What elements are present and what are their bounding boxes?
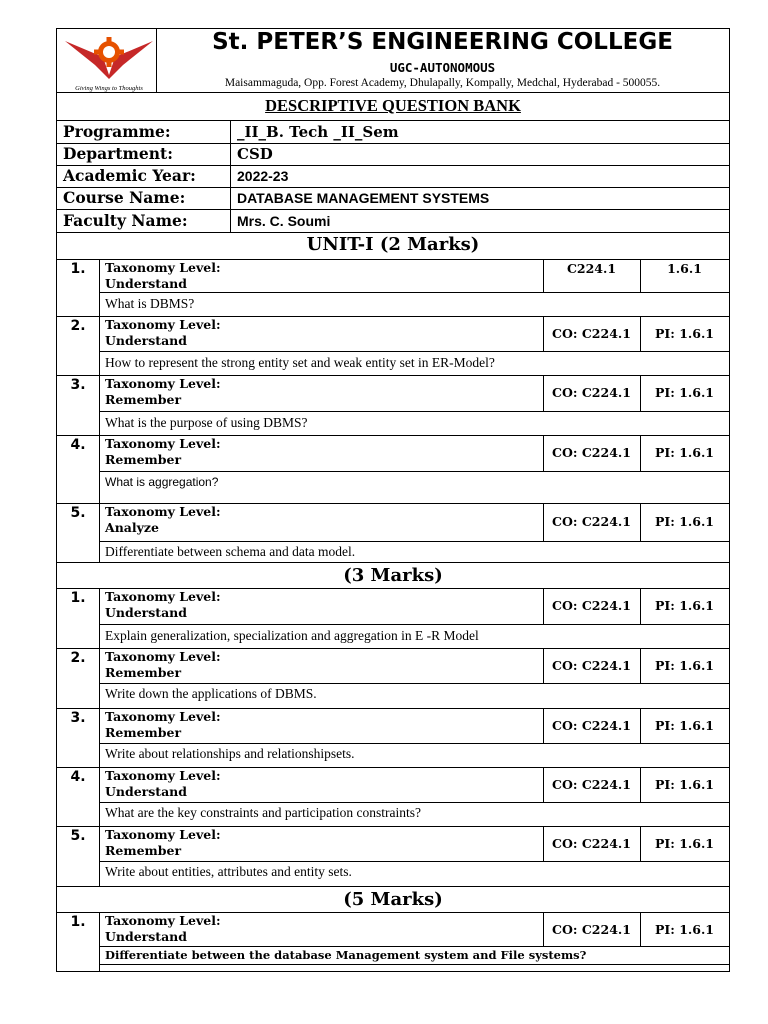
course-outcome: C224.1: [566, 261, 617, 276]
college-name: St. PETER’S ENGINEERING COLLEGE: [212, 29, 673, 55]
info-row-year: [57, 165, 729, 187]
info-row-course: [57, 187, 729, 209]
question-number: 1.: [70, 914, 86, 930]
taxonomy-level: Taxonomy Level: Remember: [105, 376, 221, 407]
performance-indicator: PI: 1.6.1: [654, 922, 714, 937]
course-label: Course Name:: [63, 188, 186, 207]
year-value: 2022-23: [237, 168, 289, 184]
course-outcome: CO: C224.1: [552, 385, 631, 400]
question-block: [57, 826, 729, 886]
course-outcome: CO: C224.1: [552, 922, 631, 937]
question-number: 3.: [70, 710, 86, 726]
course-outcome: CO: C224.1: [552, 777, 631, 792]
document-title: DESCRIPTIVE QUESTION BANK: [265, 96, 521, 115]
question-text: Write about relationships and relationshipsets.: [105, 746, 355, 761]
course-outcome: CO: C224.1: [552, 658, 631, 673]
question-text: What are the key constraints and participation constraints?: [105, 805, 422, 820]
question-block: [57, 316, 729, 375]
divider: [57, 562, 729, 563]
college-logo-icon: [63, 35, 155, 81]
question-block: [57, 259, 729, 316]
taxonomy-level: Taxonomy Level: Remember: [105, 436, 221, 467]
question-block: [57, 708, 729, 767]
course-outcome: CO: C224.1: [552, 514, 631, 529]
course-outcome: CO: C224.1: [552, 718, 631, 733]
question-number: 2.: [70, 318, 86, 334]
question-number: 4.: [70, 769, 86, 785]
info-row-department: [57, 143, 729, 165]
performance-indicator: 1.6.1: [667, 261, 702, 276]
college-address: Maisammaguda, Opp. Forest Academy, Dhulapally, Kompally, Medchal, Hyderabad - 500055.: [224, 77, 661, 89]
question-block: [57, 503, 729, 562]
performance-indicator: PI: 1.6.1: [654, 658, 714, 673]
question-text: Write down the applications of DBMS.: [105, 686, 317, 701]
question-number: 3.: [70, 377, 86, 393]
question-text: What is aggregation?: [105, 475, 219, 489]
performance-indicator: PI: 1.6.1: [654, 385, 714, 400]
taxonomy-level: Taxonomy Level: Remember: [105, 827, 221, 858]
performance-indicator: PI: 1.6.1: [654, 718, 714, 733]
question-number: 1.: [70, 590, 86, 606]
taxonomy-level: Taxonomy Level: Understand: [105, 260, 221, 291]
course-outcome: CO: C224.1: [552, 445, 631, 460]
question-text: Explain generalization, specialization and aggregation in E -R Model: [105, 628, 479, 643]
taxonomy-level: Taxonomy Level: Understand: [105, 317, 221, 348]
course-outcome: CO: C224.1: [552, 836, 631, 851]
performance-indicator: PI: 1.6.1: [654, 777, 714, 792]
taxonomy-level: Taxonomy Level: Remember: [105, 649, 221, 680]
question-bank-sheet: [56, 28, 730, 972]
section-title-3-marks: (3 Marks): [343, 565, 443, 586]
section-title-5-marks: (5 Marks): [343, 889, 443, 910]
question-block: [57, 588, 729, 648]
question-number: 4.: [70, 437, 86, 453]
divider: [57, 886, 729, 887]
question-number: 1.: [70, 261, 86, 277]
question-text: Differentiate between the database Management system and File systems?: [105, 948, 587, 962]
course-outcome: CO: C224.1: [552, 598, 631, 613]
question-block: [57, 767, 729, 826]
faculty-label: Faculty Name:: [63, 211, 188, 230]
performance-indicator: PI: 1.6.1: [654, 598, 714, 613]
question-block: [57, 435, 729, 503]
performance-indicator: PI: 1.6.1: [654, 836, 714, 851]
performance-indicator: PI: 1.6.1: [654, 326, 714, 341]
college-status: UGC-AUTONOMOUS: [389, 60, 496, 75]
question-text: How to represent the strong entity set and weak entity set in ER-Model?: [105, 355, 495, 370]
logo-tagline: Giving Wings to Thoughts: [75, 85, 143, 92]
department-label: Department:: [63, 144, 173, 163]
question-block: [57, 912, 729, 971]
performance-indicator: PI: 1.6.1: [654, 445, 714, 460]
course-value: DATABASE MANAGEMENT SYSTEMS: [237, 190, 490, 206]
question-text: What is the purpose of using DBMS?: [105, 415, 308, 430]
question-number: 5.: [70, 828, 86, 844]
question-number: 5.: [70, 505, 86, 521]
course-outcome: CO: C224.1: [552, 326, 631, 341]
taxonomy-level: Taxonomy Level: Remember: [105, 709, 221, 740]
performance-indicator: PI: 1.6.1: [654, 514, 714, 529]
faculty-value: Mrs. C. Soumi: [237, 213, 331, 229]
divider: [57, 232, 729, 233]
question-number: 2.: [70, 650, 86, 666]
taxonomy-level: Taxonomy Level: Understand: [105, 913, 221, 944]
programme-value: _II_B. Tech _II_Sem: [237, 123, 399, 141]
question-block: [57, 648, 729, 708]
info-row-faculty: [57, 210, 729, 232]
divider: [57, 92, 729, 93]
taxonomy-level: Taxonomy Level: Analyze: [105, 504, 221, 535]
question-text: Differentiate between schema and data model.: [105, 544, 356, 559]
section-title-unit-1-2-marks: UNIT-I (2 Marks): [306, 234, 480, 255]
department-value: CSD: [237, 145, 273, 163]
info-row-programme: [57, 121, 729, 143]
question-text: What is DBMS?: [105, 296, 195, 311]
programme-label: Programme:: [63, 122, 171, 141]
question-block: [57, 375, 729, 435]
question-text: Write about entities, attributes and entity sets.: [105, 864, 352, 879]
year-label: Academic Year:: [63, 166, 196, 185]
taxonomy-level: Taxonomy Level: Understand: [105, 589, 221, 620]
college-logo: [63, 35, 155, 91]
taxonomy-level: Taxonomy Level: Understand: [105, 768, 221, 799]
